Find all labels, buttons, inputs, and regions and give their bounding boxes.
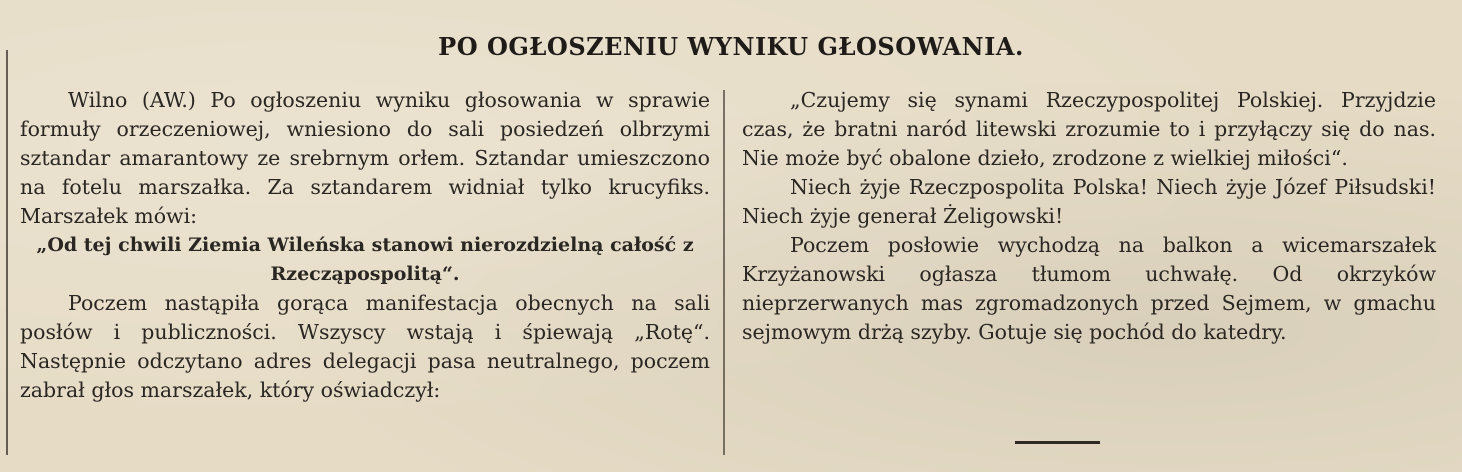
article-title: PO OGŁOSZENIU WYNIKU GŁOSOWANIA. (438, 32, 1024, 61)
left-paragraph-1: Wilno (AW.) Po ogłoszeniu wyniku głosowania w sprawie formuły orzeczeniowej, wniesiono do sali posiedzeń olbrzymi sztandar amarantowy ze srebrnym orłem. Sztandar umieszczono na fotelu marszałka. Za sztandarem widniał tylko krucyfiks. Marszałek mówi: (20, 88, 710, 228)
right-paragraph-1: „Czujemy się synami Rzeczypospolitej Polskiej. Przyjdzie czas, że bratni naród litewski zrozumie to i przyłączy się do nas. Nie może być obalone dzieło, zrodzone z wielkiej miłości“. (742, 88, 1436, 170)
left-paragraph-2: Poczem nastąpiła gorąca manifestacja obecnych na sali posłów i publiczności. Wszyscy wstają i śpiewają „Rotę“. Następnie odczytano adres delegacji pasa neutralnego, poczem zabrał głos marszałek, który oświadczył: (20, 291, 710, 402)
article-end-rule (1015, 441, 1100, 444)
bold-quote: „Od tej chwili Ziemia Wileńska stanowi nierozdzielną całość z Rzecząpospolitą“. (36, 234, 694, 285)
right-column (742, 86, 1436, 347)
column-divider (723, 90, 725, 455)
page-edge-rule (6, 50, 8, 455)
right-paragraph-3: Poczem posłowie wychodzą na balkon a wicemarszałek Krzyżanowski ogłasza tłumom uchwałę. Od okrzyków nieprzerwanych mas zgromadzonych przed Sejmem, w gmachu sejmowym drżą szyby. Gotuje się pochód do katedry. (742, 233, 1436, 344)
right-paragraph-2: Niech żyje Rzeczpospolita Polska! Niech żyje Józef Piłsudski! Niech żyje generał Żeligowski! (742, 175, 1436, 228)
left-column (20, 86, 710, 405)
